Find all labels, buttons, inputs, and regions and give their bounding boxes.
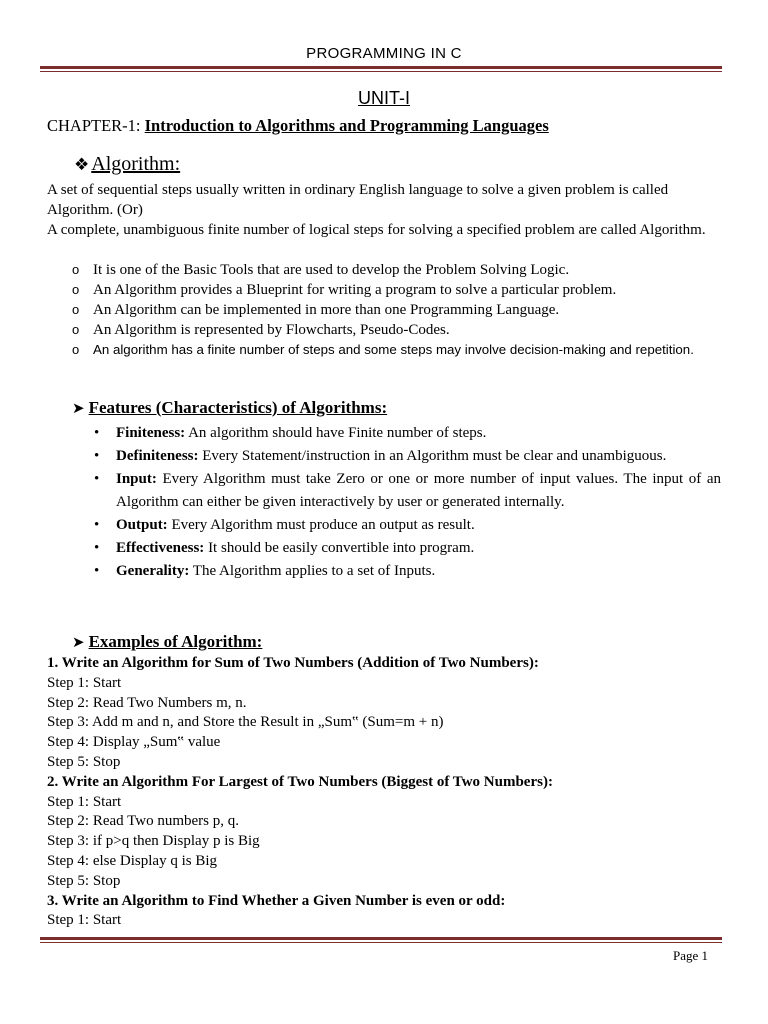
diamond-bullet-icon: ❖ xyxy=(74,155,90,174)
step-line: Step 5: Stop xyxy=(47,872,121,889)
page-number: Page 1 xyxy=(673,948,709,963)
list-item: o An Algorithm provides a Blueprint for writing a program to solve a particular problem. xyxy=(72,282,617,298)
footer-rule xyxy=(40,937,722,943)
step-line: Step 2: Read Two numbers p, q. xyxy=(47,813,239,830)
chapter-prefix: CHAPTER-1: xyxy=(47,116,145,135)
step-line: Step 1: Start xyxy=(47,912,122,929)
feature-item: • Effectiveness: It should be easily convertible into program. xyxy=(94,537,721,560)
feature-item: • Finiteness: An algorithm should have Finite number of steps. xyxy=(94,422,721,445)
example-title: 3. Write an Algorithm to Find Whether a Given Number is even or odd: xyxy=(47,892,506,909)
dot-bullet-icon: • xyxy=(94,517,100,533)
feature-item: • Output: Every Algorithm must produce an output as result. xyxy=(94,514,721,537)
feature-item: • Input: Every Algorithm must take Zero or one or more number of input values. The input of an Algorithm can either be given interactively by user or generated internally. xyxy=(94,468,721,514)
example-title: 1. Write an Algorithm for Sum of Two Numbers (Addition of Two Numbers): xyxy=(47,655,539,671)
features-list xyxy=(94,422,721,583)
dot-bullet-icon: • xyxy=(94,471,100,487)
circle-bullet-icon: o xyxy=(72,342,80,357)
step-line: Step 4: else Display q is Big xyxy=(47,852,217,869)
feature-item: • Definiteness: Every Statement/instruction in an Algorithm must be clear and unambiguous. xyxy=(94,445,721,468)
circle-bullet-icon: o xyxy=(72,262,80,277)
header-rule xyxy=(40,66,722,72)
definition-paragraph: A complete, unambiguous finite number of logical steps for solving a specified problem are called Algorithm. xyxy=(47,222,706,238)
step-line: Step 4: Display „Sum‟ value xyxy=(47,734,221,751)
list-item: o An Algorithm can be implemented in more than one Programming Language. xyxy=(72,302,560,318)
step-line: Step 5: Stop xyxy=(47,753,121,770)
step-line: Step 3: if p>q then Display p is Big xyxy=(47,833,260,850)
definition-paragraph: A set of sequential steps usually written in ordinary English language to solve a given problem is called Algorithm. (Or) xyxy=(47,182,669,218)
examples-heading: ➤ Examples of Algorithm: xyxy=(72,632,263,651)
list-item: o An algorithm has a finite number of steps and some steps may involve decision-making and repetition. xyxy=(72,342,694,357)
dot-bullet-icon: • xyxy=(94,448,100,464)
step-line: Step 1: Start xyxy=(47,674,122,691)
dot-bullet-icon: • xyxy=(94,540,100,556)
page-header: PROGRAMMING IN C xyxy=(306,45,462,62)
features-heading: ➤ Features (Characteristics) of Algorithms: xyxy=(72,398,388,417)
arrow-bullet-icon: ➤ xyxy=(72,401,85,417)
example-title: 2. Write an Algorithm For Largest of Two Numbers (Biggest of Two Numbers): xyxy=(47,773,553,790)
step-line: Step 1: Start xyxy=(47,793,122,810)
feature-item: • Generality: The Algorithm applies to a set of Inputs. xyxy=(94,560,721,583)
list-item: o An Algorithm is represented by Flowcharts, Pseudo-Codes. xyxy=(72,322,450,338)
examples-list xyxy=(47,654,727,931)
algorithm-points-list xyxy=(72,261,722,358)
algorithm-heading xyxy=(74,153,180,176)
chapter-title: Introduction to Algorithms and Programming Languages xyxy=(144,116,549,135)
dot-bullet-icon: • xyxy=(94,425,100,441)
arrow-bullet-icon: ➤ xyxy=(72,635,85,651)
circle-bullet-icon: o xyxy=(72,282,80,297)
chapter-heading xyxy=(47,116,549,136)
dot-bullet-icon: • xyxy=(94,563,100,579)
unit-title: UNIT-I xyxy=(358,88,410,108)
circle-bullet-icon: o xyxy=(72,302,80,317)
step-line: Step 2: Read Two Numbers m, n. xyxy=(47,694,247,711)
circle-bullet-icon: o xyxy=(72,322,80,337)
algorithm-heading-text: Algorithm: xyxy=(91,153,181,175)
list-item: o It is one of the Basic Tools that are used to develop the Problem Solving Logic. xyxy=(72,262,570,278)
step-line: Step 3: Add m and n, and Store the Result in „Sum‟ (Sum=m + n) xyxy=(47,714,444,731)
